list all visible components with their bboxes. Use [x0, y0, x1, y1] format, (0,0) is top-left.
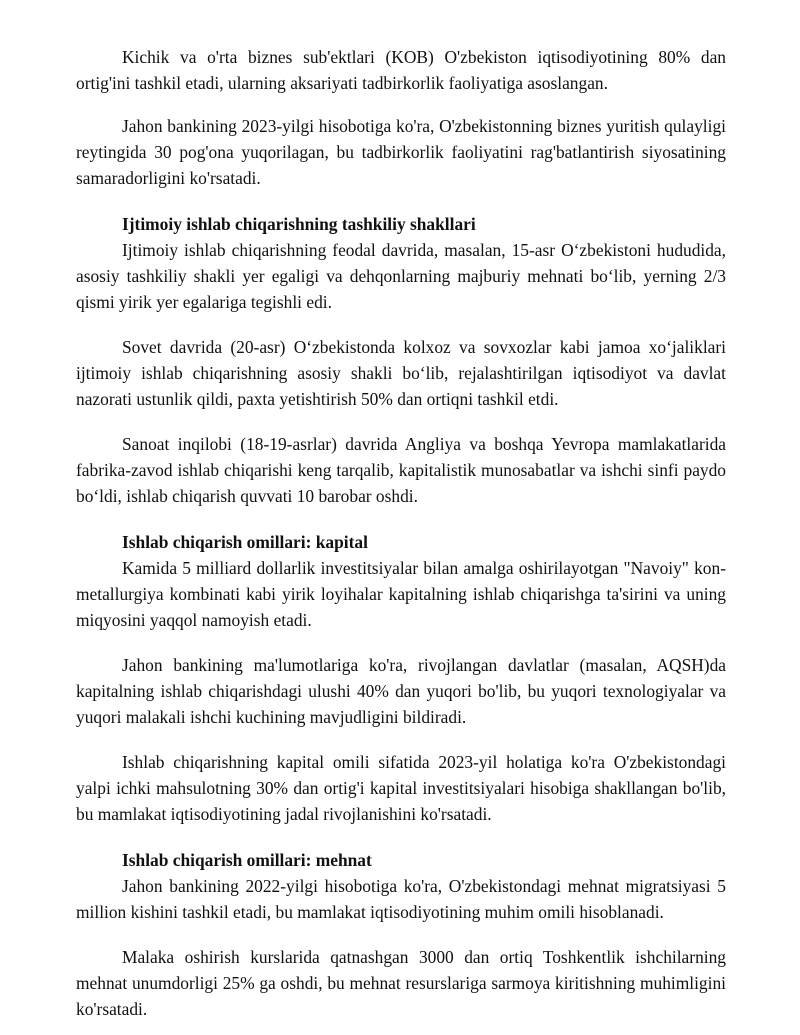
intro-paragraph-2: Jahon bankining 2023-yilgi hisobotiga ko'ra, O'zbekistonning biznes yuritish qulayligi reytingida 30 pog'ona yuqorilagan, bu tadbirkorlik faoliyatini rag'batlantirish siyosatining samaradorligini ko'rsatadi. [76, 116, 726, 188]
section-1-paragraph-1: Ijtimoiy ishlab chiqarishning feodal davrida, masalan, 15-asr O‘zbekistoni hududida, asosiy tashkiliy shakli yer egaligi va dehqonlarning majburiy mehnati bo‘lib, yerning 2/3 qismi yirik yer egalariga tegishli edi. [76, 240, 726, 312]
section-3-paragraph-1: Jahon bankining 2022-yilgi hisobotiga ko'ra, O'zbekistondagi mehnat migratsiyasi 5 million kishini tashkil etadi, bu mamlakat iqtisodiyotining muhim omili hisoblanadi. [76, 876, 726, 922]
section-heading-capital: Ishlab chiqarish omillari: kapital [122, 532, 368, 552]
section-1-paragraph-3: Sanoat inqilobi (18-19-asrlar) davrida Angliya va boshqa Yevropa mamlakatlarida fabrika-zavod ishlab chiqarishi keng tarqalib, kapitalistik munosabatlar va ishchi sinfi paydo bo‘ldi, ishlab chiqarish quvvati 10 barobar oshdi. [76, 434, 726, 506]
section-heading-organizational-forms: Ijtimoiy ishlab chiqarishning tashkiliy shakllari [122, 214, 476, 234]
section-2-paragraph-2: Jahon bankining ma'lumotlariga ko'ra, rivojlangan davlatlar (masalan, AQSH)da kapitalning ishlab chiqarishdagi ulushi 40% dan yuqori bo'lib, bu yuqori texnologiyalar va yuqori malakali ishchi kuchining mavjudligini bildiradi. [76, 655, 726, 727]
section-heading-labor: Ishlab chiqarish omillari: mehnat [122, 850, 372, 870]
section-2-paragraph-1: Kamida 5 milliard dollarlik investitsiyalar bilan amalga oshirilayotgan "Navoiy" kon-metallurgiya kombinati kabi yirik loyihalar kapitalning ishlab chiqarishga ta'sirini va uning miqyosini yaqqol namoyish etadi. [76, 558, 726, 630]
section-1-paragraph-2: Sovet davrida (20-asr) O‘zbekistonda kolxoz va sovxozlar kabi jamoa xo‘jaliklari ijtimoiy ishlab chiqarishning asosiy shakli bo‘lib, rejalashtirilgan iqtisodiyot va davlat nazorati ustunlik qildi, paxta yetishtirish 50% dan ortiqni tashkil etdi. [76, 337, 726, 409]
section-3-paragraph-2: Malaka oshirish kurslarida qatnashgan 3000 dan ortiq Toshkentlik ishchilarning mehnat unumdorligi 25% ga oshdi, bu mehnat resurslariga sarmoya kiritishning muhimligini ko'rsatadi. [76, 947, 726, 1019]
document-page [76, 44, 726, 1022]
section-2-paragraph-3: Ishlab chiqarishning kapital omili sifatida 2023-yil holatiga ko'ra O'zbekistondagi yalpi ichki mahsulotning 30% dan ortig'i kapital investitsiyalari hisobiga shakllangan bo'lib, bu mamlakat iqtisodiyotining jadal rivojlanishini ko'rsatadi. [76, 752, 726, 824]
intro-paragraph-1: Kichik va o'rta biznes sub'ektlari (KOB) O'zbekiston iqtisodiyotining 80% dan ortig'ini tashkil etadi, ularning aksariyati tadbirkorlik faoliyatiga asoslangan. [76, 47, 726, 93]
